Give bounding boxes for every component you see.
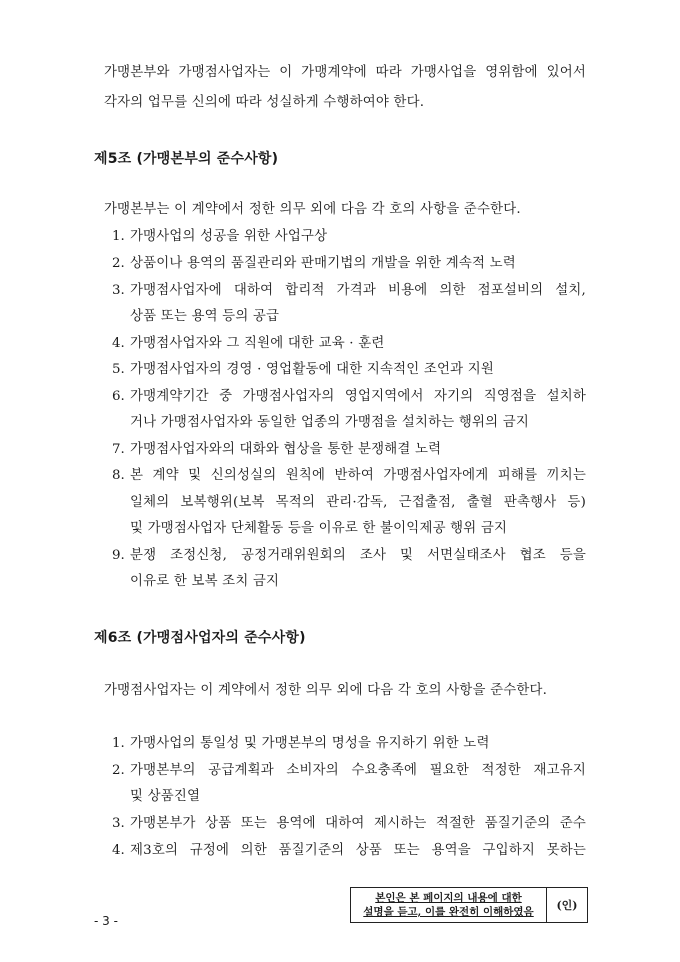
article-5-item-3-text-cont: 상품 또는 용역 등의 공급 (130, 309, 280, 324)
article-5-lead: 가맹본부는 이 계약에서 정한 의무 외에 다음 각 호의 사항을 준수한다. (104, 202, 521, 217)
article-5-item-8-text: 본 계약 및 신의성실의 원칙에 반하여 가맹점사업자에게 피해를 끼치는 (130, 468, 586, 483)
article-6-lead: 가맹점사업자는 이 계약에서 정한 의무 외에 다음 각 호의 사항을 준수한다. (104, 683, 548, 698)
article-5-item-8-text-cont-1: 일체의 보복행위(보복 목적의 관리·감독, 근접출점, 출혈 판촉행사 등) (130, 495, 586, 510)
article-5-item-1-number: 1. (112, 229, 125, 244)
article-5-item-8-text-cont-2: 및 가맹점사업자 단체활동 등을 이유로 한 불이익제공 행위 금지 (130, 521, 508, 536)
article-6-item-2-text-cont: 및 상품진열 (130, 789, 201, 804)
article-5-item-9-number: 9. (112, 548, 125, 563)
article-5-item-5-text: 가맹점사업자의 경영 · 영업활동에 대한 지속적인 조언과 지원 (130, 362, 495, 377)
article-6-item-1-number: 1. (112, 736, 125, 751)
article-5-item-2-text: 상품이나 용역의 품질관리와 판매기법의 개발을 위한 계속적 노력 (130, 256, 516, 271)
article-5-item-3-text: 가맹점사업자에 대하여 합리적 가격과 비용에 의한 점포설비의 설치, (130, 283, 586, 298)
article-5-item-9-text-cont: 이유로 한 보복 조치 금지 (130, 574, 280, 589)
article-6-item-2-text: 가맹본부의 공급계획과 소비자의 수요충족에 필요한 적정한 재고유지 (130, 763, 586, 778)
intro-line-1: 가맹본부와 가맹점사업자는 이 가맹계약에 따라 가맹사업을 영위함에 있어서 (104, 65, 586, 80)
article-6-heading: 제6조 (가맹점사업자의 준수사항) (94, 630, 306, 646)
article-5-item-4-number: 4. (112, 336, 125, 351)
article-6-item-4-number: 4. (112, 843, 125, 858)
article-5-item-7-text: 가맹점사업자와의 대화와 협상을 통한 분쟁해결 노력 (130, 442, 442, 457)
seal-field[interactable]: (인) (556, 899, 578, 912)
article-6-item-2-number: 2. (112, 763, 125, 778)
page-number: - 3 - (94, 914, 118, 928)
article-5-item-9-text: 분쟁 조정신청, 공정거래위원회의 조사 및 서면실태조사 협조 등을 (130, 548, 586, 563)
article-6-item-3-number: 3. (112, 816, 125, 831)
confirmation-box (350, 887, 588, 923)
article-5-item-6-text-cont: 거나 가맹점사업자와 동일한 업종의 가맹점을 설치하는 행위의 금지 (130, 415, 529, 430)
article-5-item-3-number: 3. (112, 283, 125, 298)
article-6-item-1-text: 가맹사업의 통일성 및 가맹본부의 명성을 유지하기 위한 노력 (130, 736, 490, 751)
article-5-item-6-number: 6. (112, 389, 125, 404)
article-5-item-7-number: 7. (112, 442, 125, 457)
article-5-item-1-text: 가맹사업의 성공을 위한 사업구상 (130, 229, 328, 244)
confirmation-line-1: 본인은 본 페이지의 내용에 대한 (375, 892, 522, 904)
article-6-item-3-text: 가맹본부가 상품 또는 용역에 대하여 제시하는 적절한 품질기준의 준수 (130, 816, 586, 831)
article-5-item-2-number: 2. (112, 256, 125, 271)
article-5-heading: 제5조 (가맹본부의 준수사항) (94, 151, 279, 167)
article-5-item-4-text: 가맹점사업자와 그 직원에 대한 교육 · 훈련 (130, 336, 385, 351)
confirmation-statement (351, 888, 547, 922)
intro-line-2: 각자의 업무를 신의에 따라 성실하게 수행하여야 한다. (104, 95, 425, 110)
article-6-item-4-text: 제3호의 규정에 의한 품질기준의 상품 또는 용역을 구입하지 못하는 (130, 843, 586, 858)
confirmation-line-2: 설명을 듣고, 이를 완전히 이해하였음 (363, 906, 534, 918)
article-5-item-5-number: 5. (112, 362, 125, 377)
article-5-item-6-text: 가맹계약기간 중 가맹점사업자의 영업지역에서 자기의 직영점을 설치하 (130, 389, 586, 404)
article-5-item-8-number: 8. (112, 468, 125, 483)
